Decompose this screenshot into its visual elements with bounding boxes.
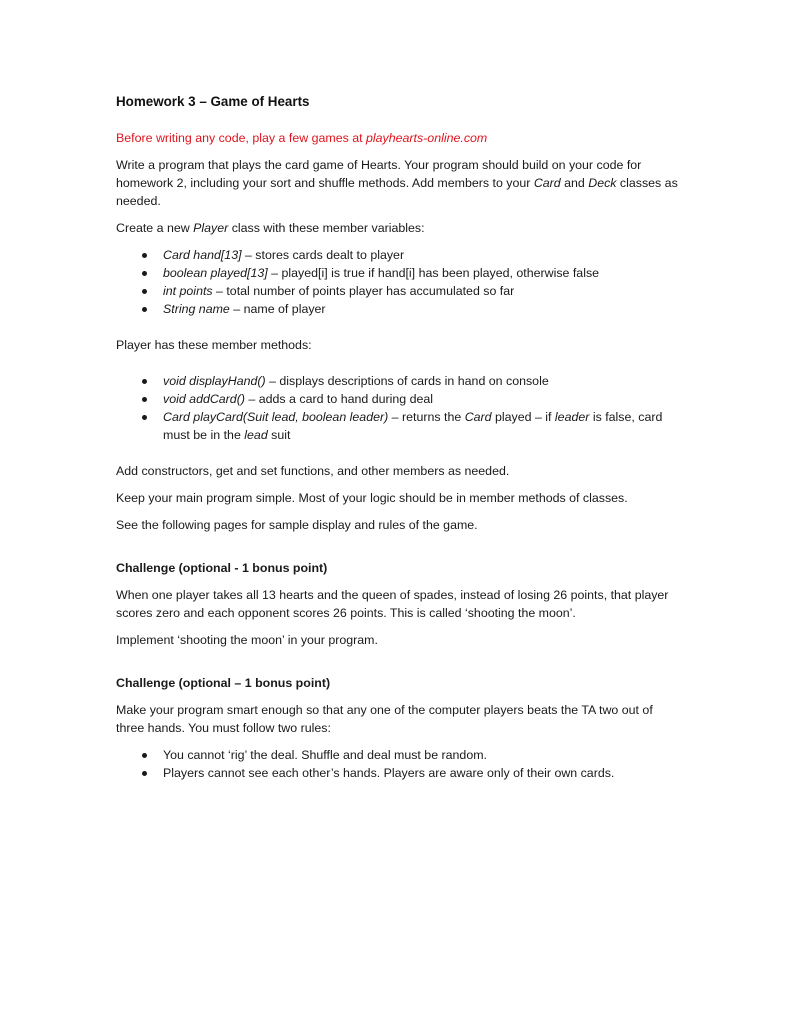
member-var-desc: – name of player xyxy=(229,302,326,316)
method-desc-card: Card xyxy=(464,410,492,424)
member-var-desc: – stores cards dealt to player xyxy=(241,248,405,262)
challenge-1-heading: Challenge (optional - 1 bonus point) xyxy=(116,561,328,575)
para2-text-b: class with these member variables: xyxy=(228,221,425,235)
list-item xyxy=(116,282,681,300)
member-var-code: boolean played[13] xyxy=(163,266,268,280)
challenge-2-paragraph: Make your program smart enough so that any one of the computer players beats the TA two out of three hands. You must follow two rules: xyxy=(116,703,653,735)
challenge-2-rules-list xyxy=(116,746,681,782)
spacer xyxy=(116,453,681,462)
method-desc-part: – returns the xyxy=(388,410,465,424)
member-var-code: String name xyxy=(163,302,230,316)
paragraph-methods-intro: Player has these member methods: xyxy=(116,338,312,352)
list-item xyxy=(116,390,681,408)
bullet-icon xyxy=(142,379,147,384)
paragraph-main-program: Keep your main program simple. Most of your logic should be in member methods of classes. xyxy=(116,491,628,505)
document-content xyxy=(116,94,681,791)
member-methods-list xyxy=(116,372,681,444)
bullet-icon xyxy=(142,397,147,402)
list-item xyxy=(116,372,681,390)
method-code: Card playCard(Suit lead, boolean leader) xyxy=(163,410,389,424)
spacer xyxy=(116,327,681,336)
list-item xyxy=(116,746,681,764)
paragraph-following-pages: See the following pages for sample display and rules of the game. xyxy=(116,518,478,532)
para2-text-a: Create a new xyxy=(116,221,194,235)
method-code: void displayHand() xyxy=(163,374,266,388)
para1-text-b: classes as needed. xyxy=(116,176,678,208)
list-item xyxy=(116,246,681,264)
bullet-icon xyxy=(142,289,147,294)
intro-red-prefix: Before writing any code, play a few games at xyxy=(116,131,367,145)
method-desc-part: played – if xyxy=(491,410,555,424)
method-desc-part: is false, card must be in the xyxy=(163,410,663,442)
paragraph-player-class xyxy=(116,219,681,237)
paragraph-requirements xyxy=(116,156,681,210)
spacer xyxy=(116,543,681,559)
bullet-icon xyxy=(142,415,147,420)
member-var-code: Card hand[13] xyxy=(163,248,242,262)
list-item xyxy=(116,408,681,444)
intro-red-line xyxy=(116,129,681,147)
method-desc: – displays descriptions of cards in hand on console xyxy=(265,374,549,388)
paragraph-constructors: Add constructors, get and set functions, and other members as needed. xyxy=(116,464,510,478)
page-title: Homework 3 – Game of Hearts xyxy=(116,94,310,109)
para1-deck: Deck xyxy=(588,176,617,190)
challenge-1-paragraph: When one player takes all 13 hearts and the queen of spades, instead of losing 26 points, that player scores zero and each opponent scores 26 points. This is called ‘shooting the moon’. xyxy=(116,588,669,620)
list-item xyxy=(116,764,681,782)
bullet-icon xyxy=(142,771,147,776)
method-desc: – adds a card to hand during deal xyxy=(244,392,434,406)
member-var-code: int points xyxy=(163,284,213,298)
list-item xyxy=(116,264,681,282)
method-desc-leader: leader xyxy=(554,410,590,424)
spacer xyxy=(116,658,681,674)
bullet-icon xyxy=(142,253,147,258)
member-var-desc: – played[i] is true if hand[i] has been played, otherwise false xyxy=(267,266,600,280)
method-code: void addCard() xyxy=(163,392,245,406)
method-desc-part: suit xyxy=(267,428,291,442)
bullet-icon xyxy=(142,307,147,312)
challenge-2-heading: Challenge (optional – 1 bonus point) xyxy=(116,676,331,690)
para1-and: and xyxy=(560,176,589,190)
bullet-icon xyxy=(142,271,147,276)
intro-red-site: playhearts-online.com xyxy=(366,131,488,145)
para1-text-a: Write a program that plays the card game of Hearts. Your program should build on your code for homework 2, including your sort and shuffle methods. Add members to your xyxy=(116,158,642,190)
rule-text: You cannot ‘rig’ the deal. Shuffle and deal must be random. xyxy=(163,748,487,762)
para2-player: Player xyxy=(193,221,229,235)
spacer xyxy=(116,363,681,372)
list-item xyxy=(116,300,681,318)
bullet-icon xyxy=(142,753,147,758)
rule-text: Players cannot see each other’s hands. Players are aware only of their own cards. xyxy=(163,766,615,780)
challenge-1-implement: Implement ‘shooting the moon’ in your program. xyxy=(116,633,378,647)
para1-card: Card xyxy=(533,176,561,190)
member-variables-list xyxy=(116,246,681,318)
member-var-desc: – total number of points player has accumulated so far xyxy=(212,284,515,298)
method-desc-lead: lead xyxy=(244,428,268,442)
